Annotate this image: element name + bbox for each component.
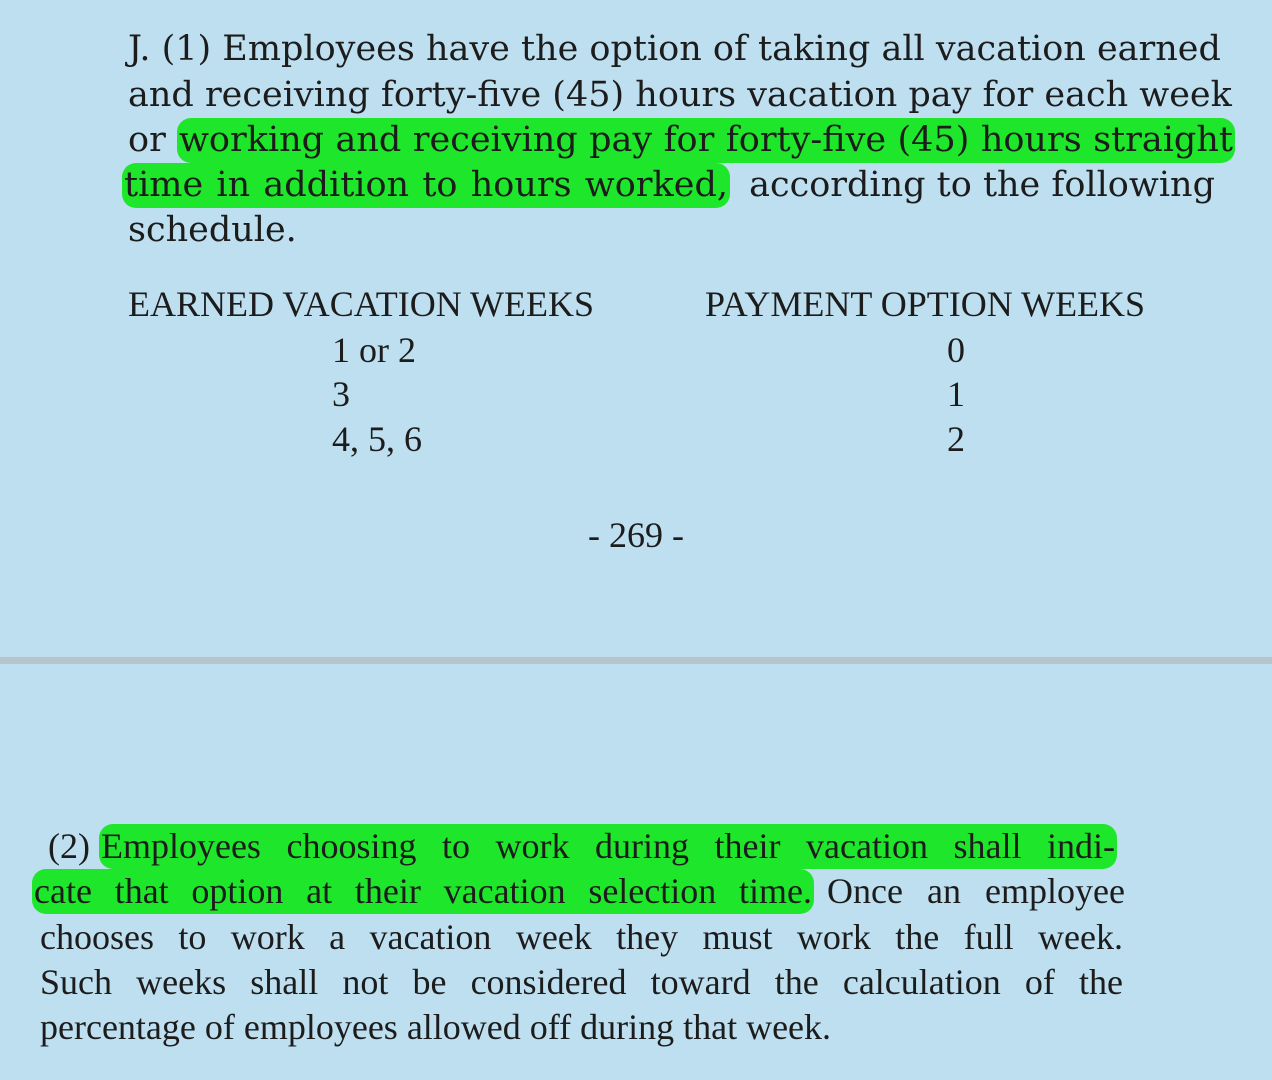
- highlight-vacation-selection-time: cate that option at their vacation selection time.: [32, 869, 814, 914]
- page-number: - 269 -: [588, 515, 684, 555]
- payment-weeks-cell: 1: [947, 374, 965, 414]
- highlight-working-straight-time: working and receiving pay for forty-five (45) hours straight: [177, 118, 1235, 163]
- paragraph-j-line-5: schedule.: [128, 210, 297, 250]
- page-divider: [0, 657, 1272, 664]
- paragraph-2-line-2: [32, 869, 1124, 914]
- paragraph-2-line-5: percentage of employees allowed off during that week.: [40, 1007, 832, 1047]
- paragraph-j-line-4: [122, 163, 1215, 208]
- document-page-bottom: [0, 664, 1272, 1080]
- earned-weeks-cell: 4, 5, 6: [332, 419, 422, 459]
- highlight-hours-worked: time in addition to hours worked,: [122, 163, 730, 208]
- payment-weeks-cell: 0: [947, 330, 965, 370]
- paragraph-j-line-1: J. (1) Employees have the option of taking all vacation earned: [128, 29, 1221, 69]
- paragraph-2-line-1: [48, 824, 1132, 869]
- column-header-earned-vacation-weeks: EARNED VACATION WEEKS: [128, 284, 595, 324]
- paragraph-j-text-or: or: [128, 120, 166, 160]
- paragraph-2-line-3: chooses to work a vacation week they must work the full week.: [40, 917, 1123, 957]
- highlight-employees-choosing-to-work: Employees choosing to work during their vacation shall indi-: [99, 824, 1117, 869]
- paragraph-j-line-2: and receiving forty-five (45) hours vacation pay for each week: [128, 75, 1232, 115]
- payment-weeks-cell: 2: [947, 419, 965, 459]
- earned-weeks-cell: 1 or 2: [332, 330, 416, 370]
- earned-weeks-cell: 3: [332, 374, 350, 414]
- paragraph-j-text-following: according to the following: [749, 165, 1215, 205]
- paragraph-2-line-4: Such weeks shall not be considered toward the calculation of the: [40, 962, 1123, 1002]
- paragraph-2-number: (2): [48, 826, 90, 866]
- column-header-payment-option-weeks: PAYMENT OPTION WEEKS: [705, 284, 1146, 324]
- paragraph-j-line-3: [128, 118, 1232, 163]
- paragraph-2-text-once: Once an employee: [827, 871, 1125, 911]
